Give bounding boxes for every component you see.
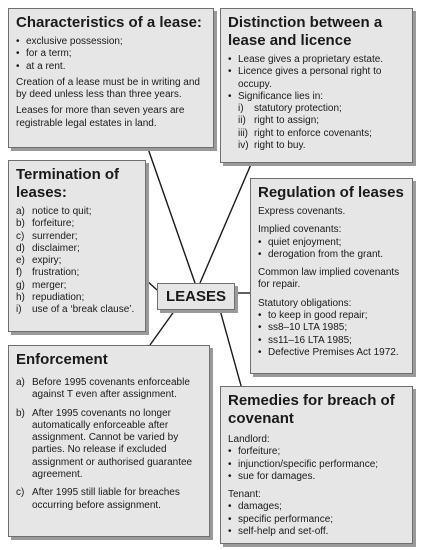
- distinction-title: Distinction between a lease and licence: [228, 14, 383, 49]
- connector-characteristics: [145, 140, 195, 283]
- list-item: d) disclaimer;: [16, 242, 80, 254]
- list-item: • for a term;: [16, 48, 206, 60]
- list-item: i) use of a ‘break clause’.: [16, 304, 135, 316]
- regulation-implied-list: [258, 237, 405, 262]
- remedies-tenant-heading: Tenant:: [228, 489, 261, 501]
- list-item: • specific performance;: [228, 514, 405, 526]
- list-item: • damages;: [228, 501, 405, 513]
- list-item: iv) right to buy.: [238, 140, 306, 152]
- remedies-box: [220, 386, 413, 544]
- list-item: • ss8–10 LTA 1985;: [258, 322, 405, 334]
- characteristics-title: Characteristics of a lease:: [16, 14, 202, 31]
- list-item: • injunction/specific performance;: [228, 459, 405, 471]
- list-item: a) notice to quit;: [16, 206, 92, 217]
- list-item: iii) right to enforce covenants;: [238, 127, 372, 139]
- termination-list: [16, 206, 138, 317]
- list-item: • self-help and set-off.: [228, 526, 405, 538]
- remedies-landlord-list: [228, 446, 405, 483]
- list-item: c) surrender;: [16, 230, 78, 242]
- characteristics-registrable: Leases for more than seven years are registrable legal estates in land.: [16, 105, 185, 129]
- remedies-title: Remedies for breach of covenant: [228, 392, 395, 427]
- regulation-box: [250, 178, 413, 374]
- regulation-title: Regulation of leases: [258, 184, 404, 201]
- characteristics-list: [16, 36, 206, 73]
- list-item: • Significance lies in:: [228, 91, 405, 103]
- list-item: b) forfeiture;: [16, 218, 75, 230]
- enforcement-box: [8, 345, 210, 537]
- list-item: • quiet enjoyment;: [258, 237, 405, 249]
- connector-enforcement: [150, 310, 175, 345]
- regulation-implied-heading: Implied covenants:: [258, 224, 342, 236]
- regulation-common-law: Common law implied covenants for repair.: [258, 267, 400, 291]
- list-item: • Defective Premises Act 1972.: [258, 347, 405, 359]
- enforcement-title: Enforcement: [16, 351, 108, 368]
- remedies-tenant-list: [228, 501, 405, 538]
- list-item: ii) right to assign;: [238, 115, 320, 127]
- distinction-list: [228, 54, 405, 103]
- list-item: i) statutory protection;: [238, 103, 342, 115]
- list-item: • ss11–16 LTA 1985;: [258, 335, 405, 347]
- list-item: • Licence gives a personal right to occupy.: [228, 66, 405, 91]
- connector-distinction: [200, 155, 255, 283]
- remedies-landlord-heading: Landlord:: [228, 434, 270, 445]
- distinction-box: [220, 8, 413, 163]
- list-item: h) repudiation;: [16, 292, 85, 304]
- regulation-statutory-list: [258, 310, 405, 359]
- characteristics-creation: Creation of a lease must be in writing and by deed unless less than three years.: [16, 76, 200, 101]
- characteristics-box: [8, 8, 214, 148]
- list-item: • forfeiture;: [228, 446, 405, 458]
- enforcement-list: [16, 377, 202, 512]
- termination-box: [8, 160, 146, 332]
- list-item: c) After 1995 still liable for breaches occurring before assignment.: [16, 487, 180, 511]
- regulation-statutory-heading: Statutory obligations:: [258, 297, 352, 309]
- list-item: • derogation from the grant.: [258, 249, 405, 261]
- distinction-numbered-list: [228, 103, 405, 152]
- list-item: • exclusive possession;: [16, 36, 206, 48]
- center-node-leases: LEASES: [157, 283, 235, 310]
- list-item: • Lease gives a proprietary estate.: [228, 54, 405, 66]
- termination-title: Termination of leases:: [16, 166, 120, 201]
- list-item: • sue for damages.: [228, 471, 405, 483]
- list-item: • to keep in good repair;: [258, 310, 405, 322]
- list-item: e) expiry;: [16, 255, 62, 267]
- list-item: b) After 1995 covenants no longer automatically enforceable after assignment. Cannot be varied by parties. No release if excluded assignment or authorised guarantee agreement.: [16, 407, 193, 481]
- list-item: a) Before 1995 covenants enforceable against T even after assignment.: [16, 377, 190, 401]
- regulation-express: Express covenants.: [258, 206, 346, 217]
- list-item: • at a rent.: [16, 61, 206, 73]
- list-item: g) merger;: [16, 279, 67, 291]
- list-item: f) frustration;: [16, 267, 80, 279]
